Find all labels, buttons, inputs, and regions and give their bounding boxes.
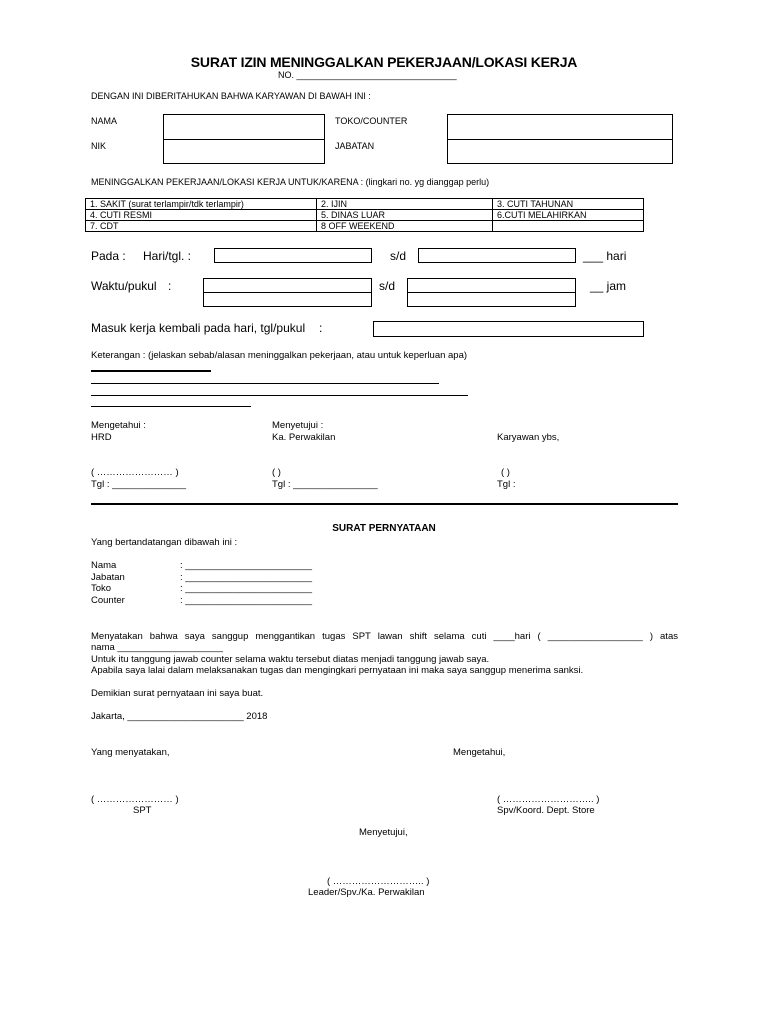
pada-label: Pada : [91,249,126,263]
keterangan-line[interactable] [91,383,439,384]
masuk-label: Masuk kerja kembali pada hari, tgl/pukul [91,321,306,335]
spt-signature: ( …………………… ) [91,794,179,805]
intro-text: DENGAN INI DIBERITAHUKAN BAHWA KARYAWAN DI BAWAH INI : [91,91,371,101]
return-date-input[interactable] [373,321,644,337]
statement-paragraph-4: Demikian surat pernyataan ini saya buat. [91,688,264,699]
nik-input[interactable] [163,139,325,164]
reason-cell[interactable]: 8 OFF WEEKEND [317,221,493,232]
reason-cell[interactable]: 2. IJIN [317,199,493,210]
leader-label: Leader/Spv./Ka. Perwakilan [308,887,425,898]
statement-jabatan-label: Jabatan [91,572,125,583]
jabatan-label: JABATAN [335,141,375,151]
mengetahui-statement-label: Mengetahui, [453,747,506,758]
hari-tgl-label: Hari/tgl. : [143,249,192,263]
statement-nama-line[interactable]: : ________________________ [180,560,313,571]
reasons-table [85,198,644,232]
section-divider [91,503,678,505]
form-number: NO. ________________________________ [278,70,457,80]
karyawan-date: Tgl : [497,479,516,490]
reason-cell[interactable]: 4. CUTI RESMI [86,210,317,221]
statement-counter-label: Counter [91,595,125,606]
reason-cell[interactable]: 3. CUTI TAHUNAN [493,199,644,210]
place-date: Jakarta, ______________________ 2018 [91,711,268,722]
nik-label: NIK [91,141,107,151]
toko-counter-input[interactable] [447,114,673,140]
reason-header: MENINGGALKAN PEKERJAAN/LOKASI KERJA UNTUK/KARENA : (lingkari no. yg dianggap perlu) [91,177,490,187]
hrd-date: Tgl : ______________ [91,479,187,490]
masuk-colon: : [319,321,323,335]
sd-label: s/d [390,249,407,263]
reason-cell[interactable]: 1. SAKIT (surat terlampir/tdk terlampir) [86,199,317,210]
sd-time-label: s/d [379,279,396,293]
hari-count: ___ hari [583,249,627,263]
leader-signature: ( ……………………….. ) [327,876,430,887]
mengetahui-label: Mengetahui : [91,420,146,431]
jam-count: __ jam [590,279,627,293]
start-time-input[interactable] [203,278,372,293]
jabatan-input[interactable] [447,139,673,164]
menyetujui-label: Menyetujui : [272,420,324,431]
perwakilan-signature: ( ) [272,467,281,478]
nama-label: NAMA [91,116,118,126]
keterangan-line[interactable] [91,370,211,372]
start-date-input[interactable] [214,248,372,263]
spt-label: SPT [133,805,152,816]
statement-counter-line[interactable]: : ________________________ [180,595,313,606]
statement-title: SURAT PERNYATAAN [332,523,436,534]
toko-counter-label: TOKO/COUNTER [335,116,408,126]
statement-nama-label: Nama [91,560,117,571]
statement-toko-line[interactable]: : ________________________ [180,583,313,594]
form-title: SURAT IZIN MENINGGALKAN PEKERJAAN/LOKASI KERJA [190,54,578,70]
spv-signature: ( ……………………….. ) [497,794,600,805]
statement-intro: Yang bertandatangan dibawah ini : [91,537,238,548]
keterangan-label: Keterangan : (jelaskan sebab/alasan meninggalkan pekerjaan, atau untuk keperluan apa) [91,350,468,361]
end-date-input[interactable] [418,248,576,263]
statement-paragraph-1b: nama ____________________ [91,642,224,653]
menyetujui-statement-label: Menyetujui, [359,827,408,838]
nama-input[interactable] [163,114,325,140]
statement-jabatan-line[interactable]: : ________________________ [180,572,313,583]
start-time-input-2[interactable] [203,292,372,307]
keterangan-line[interactable] [91,395,468,396]
end-time-input[interactable] [407,278,576,293]
statement-toko-label: Toko [91,583,112,594]
reason-cell[interactable]: 6.CUTI MELAHIRKAN [493,210,644,221]
reason-cell[interactable]: 7. CDT [86,221,317,232]
yang-menyatakan-label: Yang menyatakan, [91,747,170,758]
statement-paragraph-1: Menyatakan bahwa saya sanggup menggantikan tugas SPT lawan shift selama cuti ____hari ( __________________ ) atas [91,631,678,642]
hrd-label: HRD [91,432,112,443]
statement-paragraph-3: Apabila saya lalai dalam melaksanakan tugas dan mengingkari pernyataan ini maka saya sanggup menerima sanksi. [91,665,584,676]
hrd-signature: ( …………………… ) [91,467,179,478]
keterangan-line[interactable] [91,406,251,407]
karyawan-label: Karyawan ybs, [497,432,560,443]
ka-perwakilan-label: Ka. Perwakilan [272,432,336,443]
spv-label: Spv/Koord. Dept. Store [497,805,595,816]
reason-cell[interactable]: 5. DINAS LUAR [317,210,493,221]
end-time-input-2[interactable] [407,292,576,307]
reason-cell [493,221,644,232]
perwakilan-date: Tgl : ________________ [272,479,378,490]
karyawan-signature: ( ) [501,467,510,478]
statement-paragraph-2: Untuk itu tanggung jawab counter selama waktu tersebut diatas menjadi tanggung jawab saya. [91,654,490,665]
waktu-colon: : [168,279,172,293]
waktu-label: Waktu/pukul [91,279,157,293]
